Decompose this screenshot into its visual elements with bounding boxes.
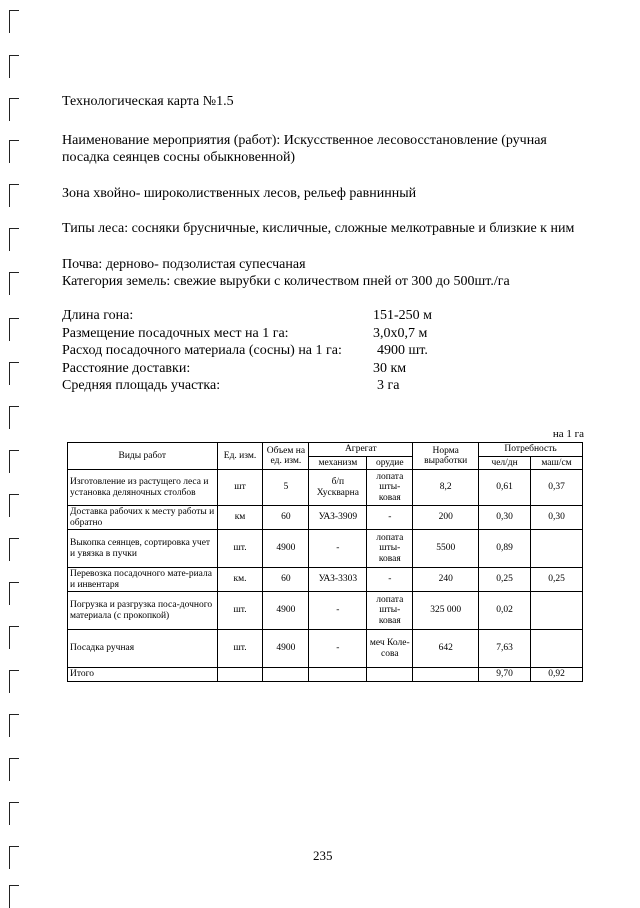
table-total-row xyxy=(68,668,583,682)
soil: Почва: дерново- подзолистая супесчаная xyxy=(62,257,306,272)
cell-norm: 325 000 xyxy=(413,592,479,630)
cell-tool: меч Коле-сова xyxy=(367,630,413,668)
table-row xyxy=(68,630,583,668)
cell-unit: км xyxy=(217,506,263,530)
header-machine-hours: маш/см xyxy=(531,456,583,470)
cell-volume: 60 xyxy=(263,506,309,530)
cell-mechanism: - xyxy=(309,530,367,568)
cell-unit: шт. xyxy=(217,630,263,668)
cell-empty xyxy=(263,668,309,682)
cell-empty xyxy=(309,668,367,682)
land-category: Категория земель: свежие вырубки с количеством пней от 300 до 500шт./га xyxy=(62,274,510,289)
page-number: 235 xyxy=(313,848,333,863)
table-row xyxy=(68,470,583,506)
cell-norm: 240 xyxy=(413,568,479,592)
cell-machine-hours xyxy=(531,592,583,630)
cell-unit: км. xyxy=(217,568,263,592)
cell-man-days: 0,61 xyxy=(479,470,531,506)
cell-norm: 200 xyxy=(413,506,479,530)
param-value: 3 га xyxy=(377,378,400,393)
cell-work: Изготовление из растущего леса и установка деляночных столбов xyxy=(68,470,218,506)
table-row xyxy=(68,568,583,592)
param-label: Расход посадочного материала (сосны) на 1 га: xyxy=(62,343,342,358)
header-works: Виды работ xyxy=(68,443,218,470)
cell-empty xyxy=(217,668,263,682)
table-row xyxy=(68,592,583,630)
cell-unit: шт. xyxy=(217,592,263,630)
table-row xyxy=(68,506,583,530)
cell-tool: - xyxy=(367,506,413,530)
unit-note: на 1 га xyxy=(552,428,584,440)
cell-tool: лопата шты-ковая xyxy=(367,470,413,506)
cell-mechanism: - xyxy=(309,630,367,668)
cell-volume: 5 xyxy=(263,470,309,506)
cell-man-days: 0,30 xyxy=(479,506,531,530)
cell-volume: 4900 xyxy=(263,630,309,668)
cell-machine-hours: 0,25 xyxy=(531,568,583,592)
table-row xyxy=(68,530,583,568)
cell-work: Погрузка и разгрузка поса-дочного материала (с прокопкой) xyxy=(68,592,218,630)
cell-man-days: 0,89 xyxy=(479,530,531,568)
cell-mechanism: УАЗ-3303 xyxy=(309,568,367,592)
total-label: Итого xyxy=(68,668,218,682)
cell-empty xyxy=(413,668,479,682)
cell-work: Посадка ручная xyxy=(68,630,218,668)
cell-work: Перевозка посадочного мате-риала и инвентаря xyxy=(68,568,218,592)
cell-empty xyxy=(367,668,413,682)
header-tool: орудие xyxy=(367,456,413,470)
param-value: 30 км xyxy=(373,360,407,376)
header-mechanism: механизм xyxy=(309,456,367,470)
cell-man-days: 0,02 xyxy=(479,592,531,630)
cell-mechanism: - xyxy=(309,592,367,630)
cell-mechanism: б/п Хускварна xyxy=(309,470,367,506)
table-header-row xyxy=(68,443,583,457)
param-label: Размещение посадочных мест на 1 га: xyxy=(62,325,289,341)
cell-volume: 60 xyxy=(263,568,309,592)
binding-marks xyxy=(0,0,26,905)
header-need: Потребность xyxy=(479,443,583,457)
cell-volume: 4900 xyxy=(263,530,309,568)
param-label: Расстояние доставки: xyxy=(62,360,191,376)
cell-work: Выкопка сеянцев, сортировка учет и увязка в пучки xyxy=(68,530,218,568)
param-label: Длина гона: xyxy=(62,308,134,323)
cell-norm: 8,2 xyxy=(413,470,479,506)
cell-machine-hours: 0,37 xyxy=(531,470,583,506)
total-machine-hours: 0,92 xyxy=(531,668,583,682)
param-label: Средняя площадь участка: xyxy=(62,378,221,393)
header-man-days: чел/дн xyxy=(479,456,531,470)
cell-machine-hours: 0,30 xyxy=(531,506,583,530)
header-unit: Ед. изм. xyxy=(217,443,263,470)
param-value: 3,0х0,7 м xyxy=(373,325,428,341)
param-value: 4900 шт. xyxy=(377,343,428,358)
forest-types: Типы леса: сосняки брусничные, кисличные, сложные мелкотравные и близкие к ним xyxy=(62,221,575,236)
header-volume: Объем на ед. изм. xyxy=(263,443,309,470)
cell-norm: 5500 xyxy=(413,530,479,568)
param-value: 151-250 м xyxy=(373,308,433,323)
cell-tool: лопата шты-ковая xyxy=(367,530,413,568)
cell-work: Доставка рабочих к месту работы и обратно xyxy=(68,506,218,530)
total-man-days: 9,70 xyxy=(479,668,531,682)
cell-tool: - xyxy=(367,568,413,592)
cell-man-days: 7,63 xyxy=(479,630,531,668)
measure-name: Наименование мероприятия (работ): Искусственное лесовосстановление (ручная посадка сеянцев сосны обыкновенной) xyxy=(62,133,547,165)
cell-unit: шт xyxy=(217,470,263,506)
cell-norm: 642 xyxy=(413,630,479,668)
header-norm: Норма выработки xyxy=(413,443,479,470)
work-table xyxy=(67,442,583,682)
cell-machine-hours xyxy=(531,630,583,668)
cell-man-days: 0,25 xyxy=(479,568,531,592)
card-title: Технологическая карта №1.5 xyxy=(62,94,234,109)
forest-zone: Зона хвойно- широколиственных лесов, рельеф равнинный xyxy=(62,186,417,201)
cell-machine-hours xyxy=(531,530,583,568)
cell-tool: лопата шты-ковая xyxy=(367,592,413,630)
cell-unit: шт. xyxy=(217,530,263,568)
cell-volume: 4900 xyxy=(263,592,309,630)
cell-mechanism: УАЗ-3909 xyxy=(309,506,367,530)
header-aggregate: Агрегат xyxy=(309,443,413,457)
